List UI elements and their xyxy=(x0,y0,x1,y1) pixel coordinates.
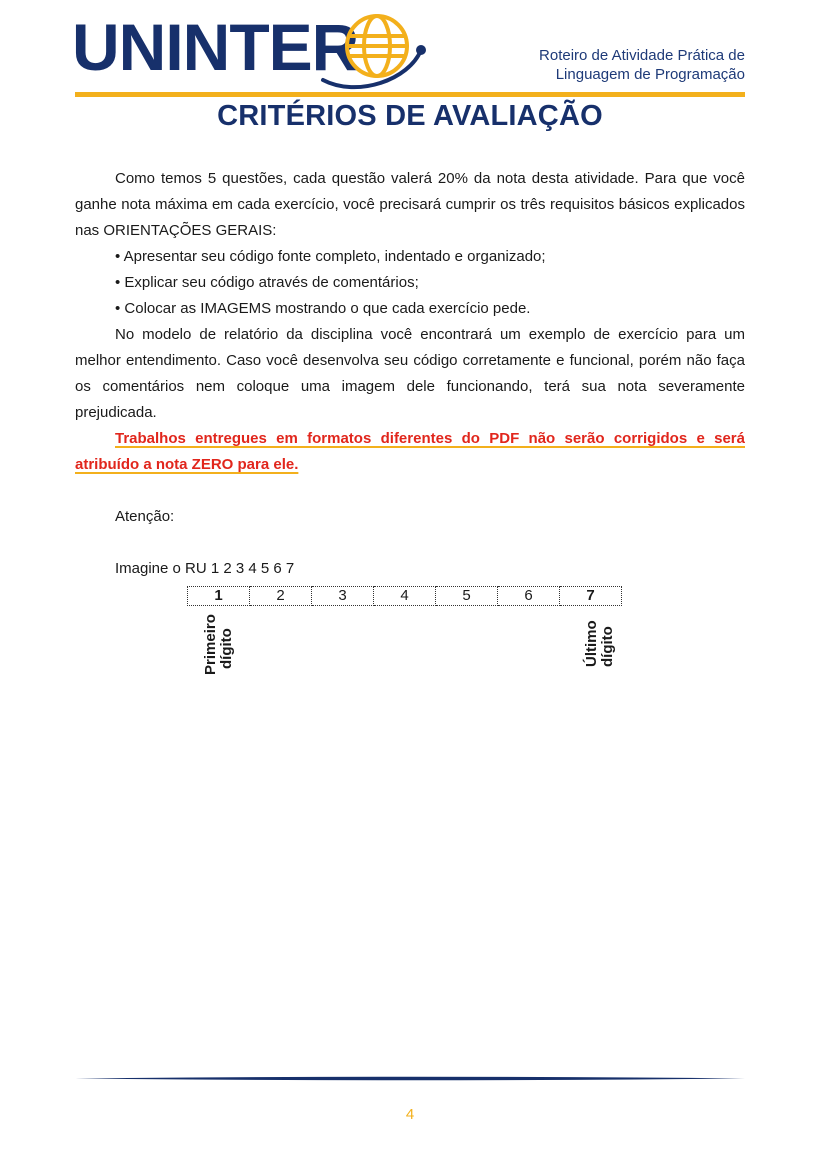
uninter-logo xyxy=(72,10,432,88)
document-body xyxy=(75,166,745,582)
ru-digit-cell: 4 xyxy=(374,587,436,606)
warning-paragraph xyxy=(75,426,745,478)
document-subtitle xyxy=(539,46,745,84)
warning-text: Trabalhos entregues em formatos diferentes do PDF não serão corrigidos e será atribuído a nota ZERO para ele. xyxy=(75,430,745,473)
bullet-item: • Colocar as IMAGEMS mostrando o que cada exercício pede. xyxy=(115,300,531,317)
last-digit-label-line-2: dígito xyxy=(599,626,616,667)
table-row xyxy=(188,587,622,606)
last-digit-label-line-1: Último xyxy=(583,620,600,667)
ru-digit-cell: 3 xyxy=(312,587,374,606)
footer-divider xyxy=(75,1076,745,1081)
subtitle-line-1: Roteiro de Atividade Prática de xyxy=(539,47,745,64)
paragraph-intro: Como temos 5 questões, cada questão valerá 20% da nota desta atividade. Para que você ganhe nota máxima em cada exercício, você precisará cumprir os três requisitos básicos explicados nas ORIENTAÇÕES GERAIS: xyxy=(75,170,745,239)
subtitle-line-2: Linguagem de Programação xyxy=(555,66,745,83)
ru-digit-cell: 1 xyxy=(188,587,250,606)
ru-digit-cell: 7 xyxy=(560,587,622,606)
first-digit-label-line-1: Primeiro xyxy=(202,614,219,675)
bullet-item: • Explicar seu código através de comentários; xyxy=(115,274,419,291)
page-number: 4 xyxy=(405,1106,415,1123)
ru-digit-table xyxy=(187,586,622,606)
ru-digit-cell: 6 xyxy=(498,587,560,606)
header-divider xyxy=(75,92,745,97)
globe-icon xyxy=(317,10,437,90)
first-digit-label-line-2: dígito xyxy=(218,628,235,669)
bullet-item: • Apresentar seu código fonte completo, indentado e organizado; xyxy=(115,248,546,265)
page-title: CRITÉRIOS DE AVALIAÇÃO xyxy=(217,100,603,132)
ru-example: Imagine o RU 1 2 3 4 5 6 7 xyxy=(115,560,295,577)
ru-digit-cell: 2 xyxy=(250,587,312,606)
last-digit-label xyxy=(584,620,616,667)
ru-digit-cell: 5 xyxy=(436,587,498,606)
attention-label: Atenção: xyxy=(115,508,175,525)
logo-wordmark: UNINTER xyxy=(72,10,359,84)
first-digit-label xyxy=(203,614,235,675)
paragraph-report-model: No modelo de relatório da disciplina você encontrará um exemplo de exercício para um melhor entendimento. Caso você desenvolva seu código corretamente e funcional, porém não faça os comentários nem coloque uma imagem dele funcionando, terá sua nota severamente prejudicada. xyxy=(75,326,745,421)
